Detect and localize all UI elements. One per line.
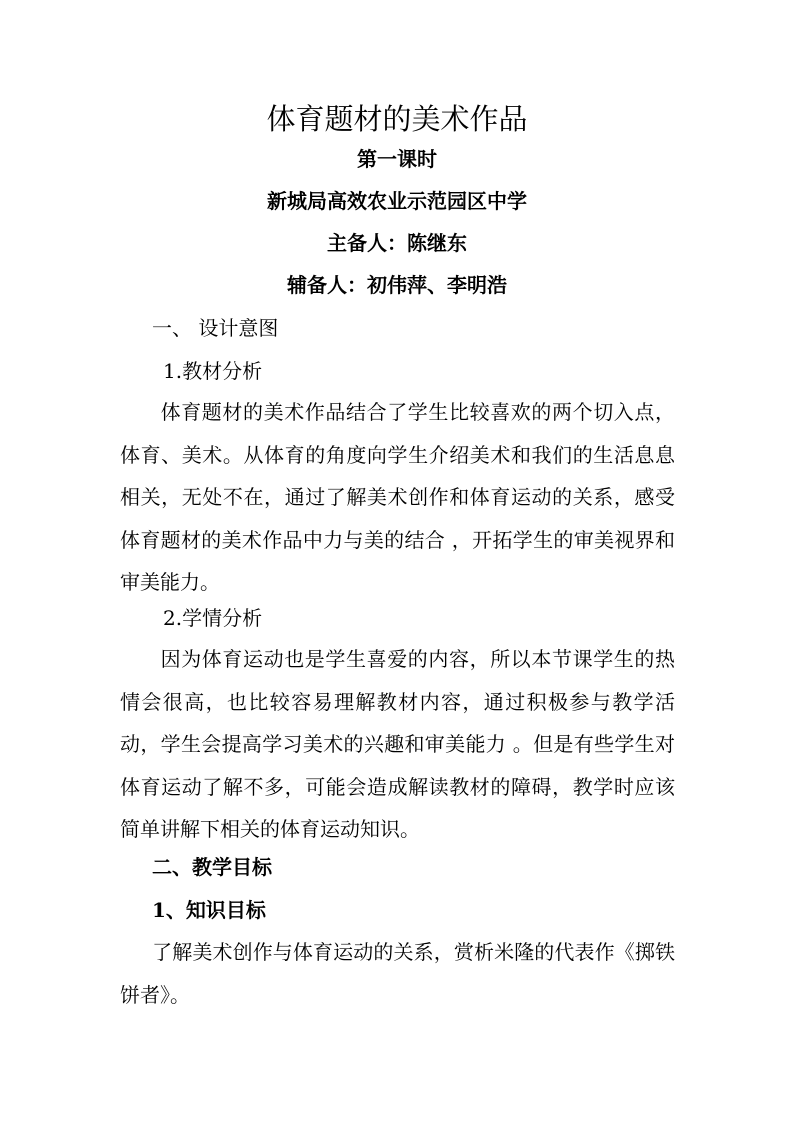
student-analysis-text: 因为体育运动也是学生喜爱的内容，所以本节课学生的热情会很高，也比较容易理解教材内容，通过积极参与教学活动，学生会提高学习美术的兴趣和审美能力 。但是有些学生对体育运动了解不多，可能会造成解读教材的障碍，教学时应该简单讲解下相关的体育运动知识。 — [120, 647, 675, 841]
school-name: 新城局高效农业示范园区中学 — [267, 189, 527, 213]
subsection-heading-knowledge-goal: 1、知识目标 — [152, 898, 266, 922]
subsection-heading-student-analysis: 2.学情分析 — [163, 606, 263, 630]
assistant-preparers: 辅备人：初伟萍、李明浩 — [287, 273, 507, 297]
knowledge-goal-paragraph — [120, 931, 675, 1016]
section-heading-teaching-goals: 二、教学目标 — [152, 855, 272, 879]
lesson-label: 第一课时 — [357, 147, 437, 171]
section-heading-design-intent: 一、 设计意图 — [152, 316, 279, 340]
document-title: 体育题材的美术作品 — [266, 102, 528, 136]
knowledge-goal-text: 了解美术创作与体育运动的关系，赏析米隆的代表作《掷铁饼者》。 — [120, 940, 675, 1007]
subsection-heading-textbook-analysis: 1.教材分析 — [163, 359, 263, 383]
textbook-analysis-paragraph — [120, 391, 675, 604]
student-analysis-paragraph — [120, 638, 675, 851]
main-preparer: 主备人：陈继东 — [327, 231, 467, 255]
textbook-analysis-text: 体育题材的美术作品结合了学生比较喜欢的两个切入点，体育、美术。从体育的角度向学生介绍美术和我们的生活息息相关，无处不在，通过了解美术创作和体育运动的关系，感受体育题材的美术作品中力与美的结合 ，开拓学生的审美视界和审美能力。 — [120, 400, 675, 594]
